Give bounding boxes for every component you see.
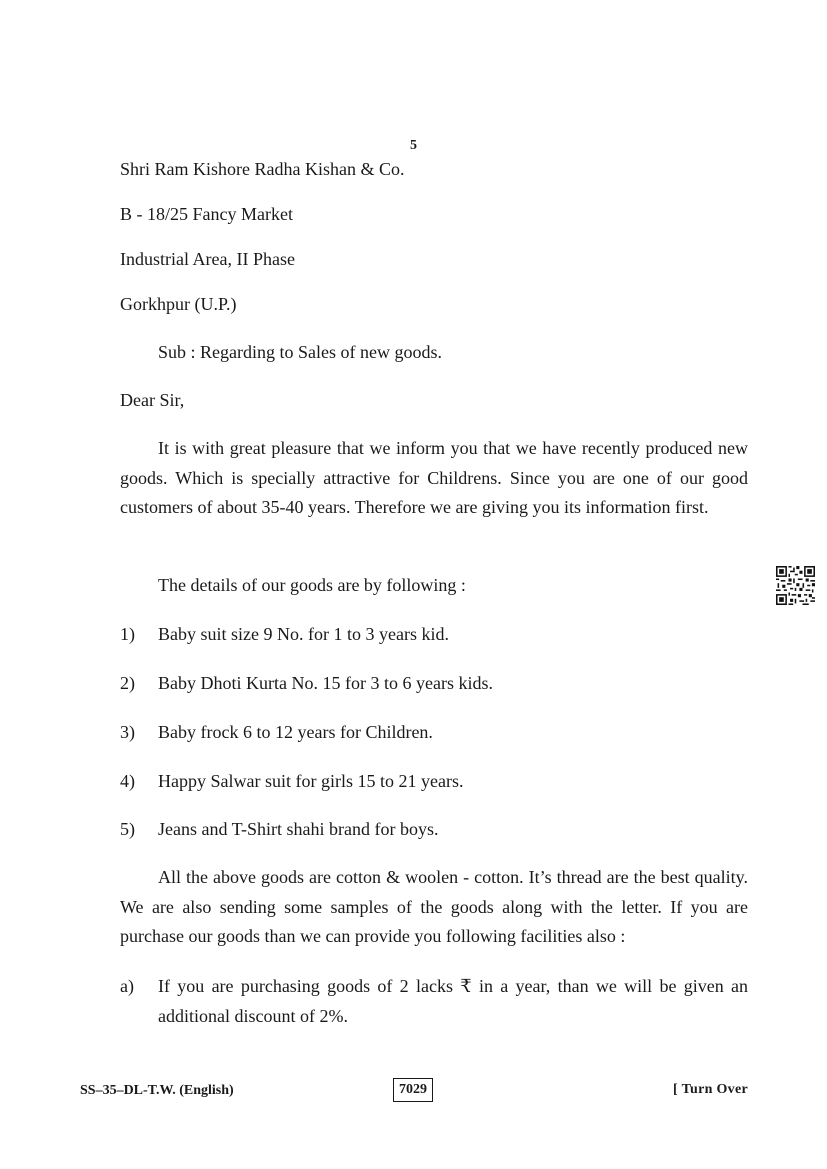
list-number: 1)	[120, 624, 135, 644]
paper-code: SS–35–DL-T.W. (English)	[80, 1083, 234, 1098]
intro-paragraph: It is with great pleasure that we inform you that we have recently produced new goods. Which is specially attractive for Childrens. Since you are one of our good customers of about 35-40 years. Therefore we are giving you its information first.	[120, 438, 748, 517]
address-line-4: Gorkhpur (U.P.)	[120, 294, 237, 314]
subject-line: Sub : Regarding to Sales of new goods.	[158, 342, 442, 362]
details-intro: The details of our goods are by following :	[158, 575, 466, 595]
turn-over-bracket: [	[672, 1082, 678, 1097]
page-number: 5	[410, 138, 417, 153]
center-code-box: 7029	[393, 1078, 433, 1102]
salutation: Dear Sir,	[120, 390, 185, 410]
list-number: 4)	[120, 771, 135, 791]
list-number: 3)	[120, 722, 135, 742]
turn-over-text: Turn Over	[681, 1082, 748, 1097]
list-number: 5)	[120, 819, 135, 839]
turn-over-label	[673, 1082, 748, 1098]
facility-item: If you are purchasing goods of 2 lacks ₹ in a year, than we will be given an additional discount of 2%.	[158, 976, 748, 1026]
qr-code-icon	[776, 566, 815, 605]
list-item: Baby Dhoti Kurta No. 15 for 3 to 6 years kids.	[158, 673, 493, 693]
quality-paragraph: All the above goods are cotton & woolen - cotton. It’s thread are the best quality. We are also sending some samples of the goods along with the letter. If you are purchase our goods than we can provide you following facilities also :	[120, 867, 748, 946]
address-line-1: Shri Ram Kishore Radha Kishan & Co.	[120, 159, 405, 179]
facility-label: a)	[120, 976, 134, 996]
address-line-2: B - 18/25 Fancy Market	[120, 204, 293, 224]
list-number: 2)	[120, 673, 135, 693]
address-line-3: Industrial Area, II Phase	[120, 249, 295, 269]
list-item: Jeans and T-Shirt shahi brand for boys.	[158, 819, 439, 839]
list-item: Happy Salwar suit for girls 15 to 21 years.	[158, 771, 464, 791]
list-item: Baby frock 6 to 12 years for Children.	[158, 722, 433, 742]
list-item: Baby suit size 9 No. for 1 to 3 years kid.	[158, 624, 449, 644]
